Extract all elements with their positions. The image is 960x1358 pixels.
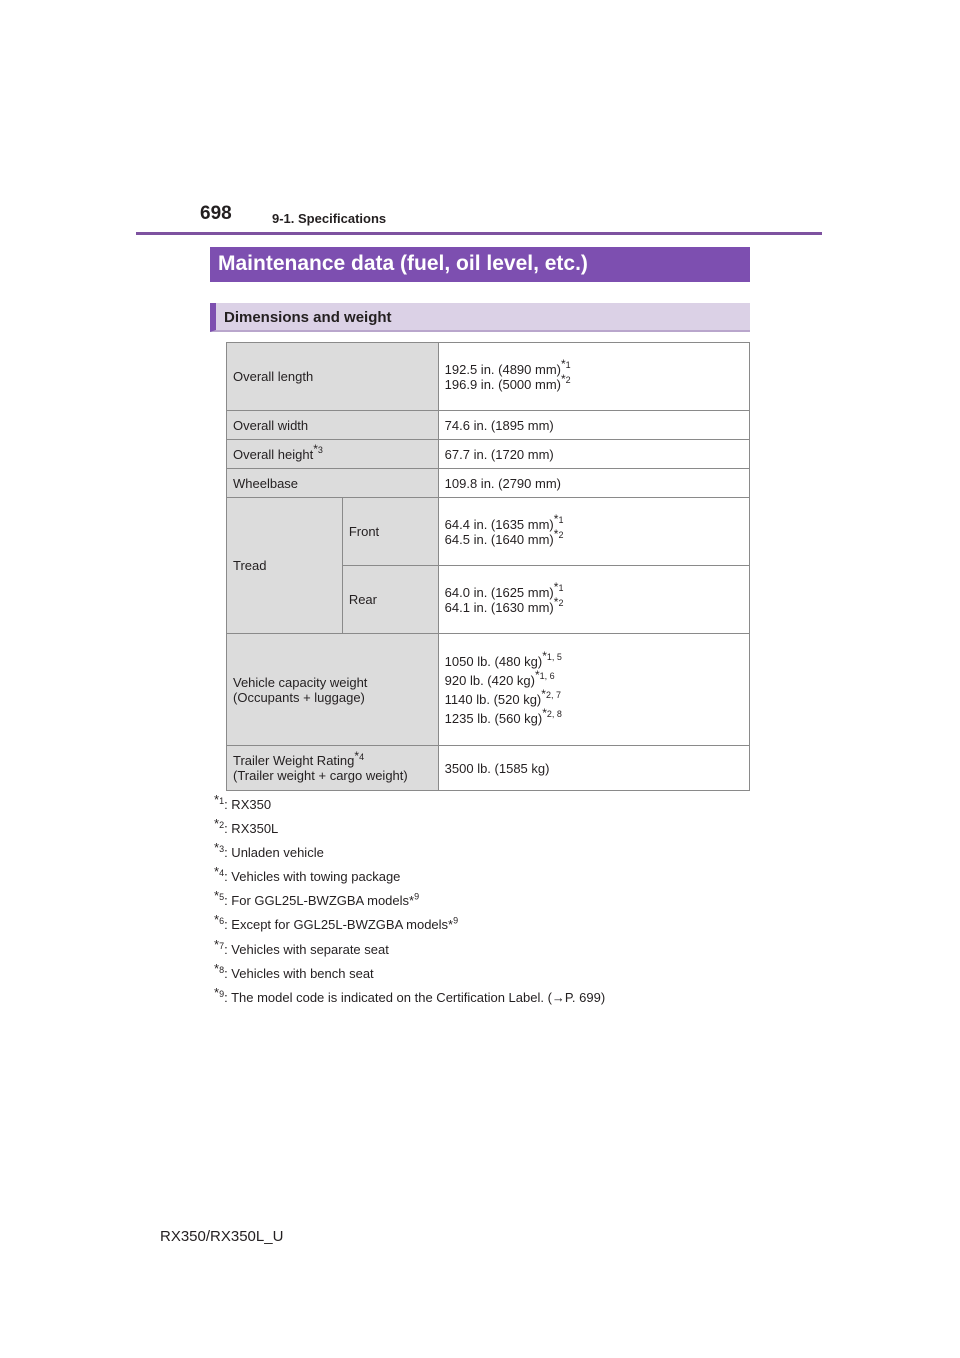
subheading: Dimensions and weight: [210, 303, 750, 332]
table-row: [227, 746, 750, 791]
footnote-ref: 1: [558, 515, 564, 526]
row-sublabel: Front: [342, 498, 438, 566]
footnote-marker: *: [214, 791, 220, 807]
footnote-marker: *: [553, 580, 559, 595]
footnote: [214, 984, 606, 1005]
footnote-number: 7: [219, 940, 225, 951]
footnote-marker: *: [214, 863, 220, 879]
footnote-marker: *: [313, 442, 318, 457]
footnote: [214, 936, 389, 957]
value-text: 64.5 in. (1640 mm): [444, 531, 554, 547]
footnote-number: 8: [219, 964, 225, 975]
footnote-ref: 2: [558, 598, 564, 609]
footnote: [214, 887, 420, 908]
footnote-text: : Vehicles with separate seat: [224, 942, 389, 957]
footnote-marker: *: [561, 357, 566, 372]
footnote-text: : Except for GGL25L-BWZGBA models*: [224, 917, 454, 932]
footnote-ref: 1: [558, 583, 564, 594]
value-text: 64.0 in. (1625 mm): [444, 584, 554, 600]
footnote-number: 6: [219, 915, 225, 926]
main-heading: Maintenance data (fuel, oil level, etc.): [210, 247, 750, 282]
table-row: [227, 343, 750, 411]
footnote-marker: *: [214, 960, 220, 976]
section-title: 9-1. Specifications: [272, 211, 387, 226]
row-value: 3500 lb. (1585 kg): [438, 746, 749, 791]
footnote-ref: 9: [453, 915, 459, 926]
footnote: [214, 960, 374, 981]
footnote-text: : Unladen vehicle: [224, 845, 324, 860]
page-number: 698: [200, 203, 232, 224]
model-code: RX350/RX350L_U: [160, 1228, 284, 1245]
footnote-ref: 1: [565, 360, 571, 371]
footnote-text: : Vehicles with towing package: [224, 869, 401, 884]
row-label: Tread: [227, 498, 343, 634]
footnote-text: : The model code is indicated on the Certification Label. (→P. 699): [224, 990, 606, 1005]
footnote-number: 4: [219, 867, 225, 878]
row-value: 74.6 in. (1895 mm): [438, 411, 749, 440]
footnote: [214, 863, 401, 884]
footnote-number: 5: [219, 891, 225, 902]
footnote-marker: *: [214, 839, 220, 855]
footnote-marker: *: [535, 668, 540, 683]
footnote: [214, 839, 324, 860]
label-text: Vehicle capacity weight: [233, 674, 368, 690]
row-value: [438, 343, 749, 411]
footnote-ref: 2, 8: [546, 709, 562, 720]
footnote-marker: *: [214, 815, 220, 831]
footnote: [214, 815, 279, 836]
row-label: Wheelbase: [227, 469, 439, 498]
footnote-marker: *: [214, 887, 220, 903]
value-text: 64.1 in. (1630 mm): [444, 599, 554, 615]
value-text: 1235 lb. (560 kg): [444, 710, 543, 726]
footnote-marker: *: [354, 748, 360, 763]
row-value: [438, 498, 749, 566]
footnote-marker: *: [214, 984, 220, 1000]
footnote-marker: *: [561, 372, 566, 387]
value-text: 920 lb. (420 kg): [444, 672, 535, 688]
footnote-ref: 4: [359, 751, 365, 762]
label-text: Overall height: [233, 446, 314, 462]
table-row: [227, 634, 750, 746]
row-label: [227, 746, 439, 791]
footnote-marker: *: [542, 649, 547, 664]
footnote: [214, 791, 272, 812]
value-text: 192.5 in. (4890 mm): [444, 361, 561, 377]
footnote-number: 1: [219, 795, 225, 806]
label-text: (Trailer weight + cargo weight): [233, 768, 408, 783]
row-value: [438, 634, 749, 746]
value-text: 1050 lb. (480 kg): [444, 653, 543, 669]
table-row: [227, 469, 750, 498]
footnote-text: : RX350: [224, 797, 272, 812]
footnote-ref: 2: [558, 530, 564, 541]
footnote-marker: *: [553, 512, 559, 527]
footnote-text: : For GGL25L-BWZGBA models*: [224, 893, 415, 908]
row-sublabel: Rear: [342, 566, 438, 634]
row-label: Overall width: [227, 411, 439, 440]
footnote-number: 9: [219, 988, 225, 999]
footnote-ref: 9: [414, 891, 420, 902]
row-value: [438, 566, 749, 634]
footnote-marker: *: [553, 527, 559, 542]
row-value: 109.8 in. (2790 mm): [438, 469, 749, 498]
value-text: 64.4 in. (1635 mm): [444, 516, 554, 532]
footnote-ref: 2, 7: [545, 690, 561, 701]
footnote-ref: 2: [565, 375, 571, 386]
table-row: [227, 440, 750, 469]
footnote-text: : Vehicles with bench seat: [224, 966, 374, 981]
footnote-marker: *: [214, 911, 220, 927]
row-label: Overall length: [227, 343, 439, 411]
row-value: 67.7 in. (1720 mm): [438, 440, 749, 469]
footnote-number: 3: [219, 843, 225, 854]
footnote-marker: *: [553, 595, 559, 610]
label-text: Trailer Weight Rating: [233, 753, 355, 768]
footnote: [214, 911, 459, 932]
footnote-marker: *: [541, 687, 546, 702]
footnote-ref: 1, 6: [539, 671, 555, 682]
footnote-ref: 3: [317, 445, 323, 456]
value-text: 196.9 in. (5000 mm): [444, 376, 561, 392]
label-text: (Occupants + luggage): [233, 689, 365, 705]
footnote-marker: *: [214, 936, 220, 952]
row-label: [227, 440, 439, 469]
footnote-number: 2: [219, 819, 225, 830]
table-row: [227, 498, 750, 566]
table-row: [227, 411, 750, 440]
header-divider: [136, 232, 822, 235]
footnote-marker: *: [542, 706, 547, 721]
footnote-ref: 1, 5: [546, 652, 562, 663]
dimensions-table: [226, 342, 750, 791]
value-text: 1140 lb. (520 kg): [444, 691, 542, 707]
row-label: [227, 634, 439, 746]
footnote-text: : RX350L: [224, 821, 279, 836]
